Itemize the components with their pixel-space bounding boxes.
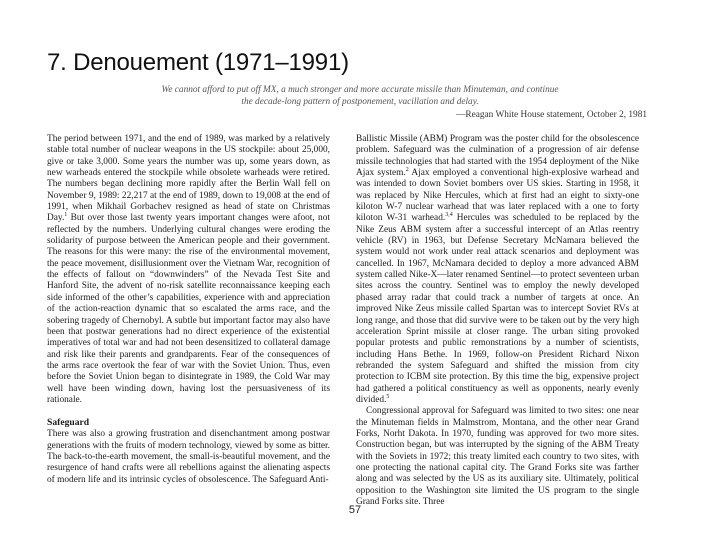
- paragraph-text: Ajax employed a conventional high-explosive warhead and was intended to down Soviet bombers over US skies. Starting in 1958, it was replaced by Nike Hercules, which at first had an eight to sixty-one kiloton W-7 nuclear warhead that was later replaced with a one to forty kiloton W-31 warhead.: [356, 168, 639, 224]
- left-column: [47, 134, 330, 486]
- footnote-ref[interactable]: 5: [386, 393, 390, 400]
- paragraph-text: Ballistic Missile (ABM) Program was the poster child for the obsolescence problem. Safeguard was the culmination of a progression of air defense missile technologies that had started with the 1954 deployment of the Nike Ajax system.: [356, 134, 639, 179]
- footnote-ref[interactable]: 3,4: [445, 212, 453, 219]
- paragraph: Congressional approval for Safeguard was limited to two sites: one near the Minuteman fields in Malmstrom, Montana, and the other near Grand Forks, Norht Dakota. In 1970, funding was approved for two more sites. Construction began, but was interrupted by the signing of the ABM Treaty with the Soviets in 1972; this treaty limited each country to two sites, with one protecting the national capital city. The Grand Forks site was farther along and was selected by the US as its auxiliary site. Ultimately, political opposition to the Washington site limited the US program to the single Grand Forks site. Three: [356, 406, 639, 507]
- paragraph: [47, 134, 330, 406]
- page-number: 57: [348, 504, 362, 516]
- chapter-title: 7. Denouement (1971–1991): [47, 49, 349, 77]
- footnote-ref[interactable]: 1: [64, 212, 68, 219]
- paragraph: [356, 134, 639, 406]
- footnote-ref[interactable]: 2: [405, 166, 409, 173]
- epigraph-quote: We cannot afford to put off MX, a much stronger and more accurate missile than Minuteman, and continue the decade-long pattern of postponement, vacillation and delay.: [161, 85, 559, 107]
- section-heading: Safeguard: [47, 417, 90, 429]
- paragraph: There was also a growing frustration and disenchantment among postwar generations with the fruits of modern technology, viewed by some as bitter. The back-to-the-earth movement, the small-is-beautiful movement, and the resurgence of hand crafts were all rebellions against the alienating aspects of modern life and its intrinsic cycles of obsolescence. The Safeguard Anti-: [47, 429, 330, 485]
- right-column: [356, 134, 639, 508]
- epigraph-attribution: —Reagan White House statement, October 2, 1981: [456, 110, 647, 120]
- paragraph-text: The period between 1971, and the end of 1989, was marked by a relatively stable total number of nuclear weapons in the US stockpile: about 25,000, give or take 3,000. Some years the number was up, some years down, as new warheads entered the stockpile while obsolete warheads were retired. The numbers began declining more rapidly after the Berlin Wall fell on November 9, 1989: 22,217 at the end of 1989, down to 19,008 at the end of 1991, when Mikhail Gorbachev resigned as head of state on Christmas Day.: [47, 134, 330, 224]
- paragraph-text: Hercules was scheduled to be replaced by the Nike Zeus ABM system after a successful intercept of an Atlas reentry vehicle (RV) in 1963, but Defense Secretary McNamara believed the system would not work under real attack scenarios and deployment was cancelled. In 1967, McNamara decided to deploy a more advanced ABM system called Nike-X—later renamed Sentinel—to protect seventeen urban sites across the country. Sentinel was to employ the newly developed phased array radar that could track a number of targets at once. An improved Nike Zeus missile called Spartan was to intercept Soviet RVs at long range, and those that did survive were to be taken out by the very high acceleration Sprint missile at closer range. The urban siting provoked popular protests and public remonstrations by a number of scientists, including Hans Bethe. In 1969, follow-on President Richard Nixon rebranded the system Safeguard and shifted the mission from city protection to ICBM site protection. By this time the big, expensive project had gathered a political constituency as well as opponents, nearly evenly divided.: [356, 213, 639, 405]
- paragraph-text: But over those last twenty years important changes were afoot, not reflected by the numbers. Underlying cultural changes were eroding the solidarity of purpose between the American people and their government. The reasons for this were many: the rise of the environmental movement, the peace movement, disillusionment over the Vietnam War, recognition of the effects of fallout on “downwinders” of the Nevada Test Site and Hanford Site, the advent of no-risk satellite reconnaissance keeping each side informed of the other’s capabilities, experience with and appreciation of the action-reaction dynamic that so escalated the arms race, and the sobering tragedy of Chernobyl. A subtle but important factor may also have been that postwar generations had no direct experience of the existential imperatives of total war and had not been desensitized to collateral damage and risk like their parents and grandparents. Fear of the consequences of the arms race overtook the fear of war with the Soviet Union. Thus, even before the Soviet Union began to disintegrate in 1989, the Cold War may well have been winding down, having lost the persuasiveness of its rationale.: [47, 213, 330, 405]
